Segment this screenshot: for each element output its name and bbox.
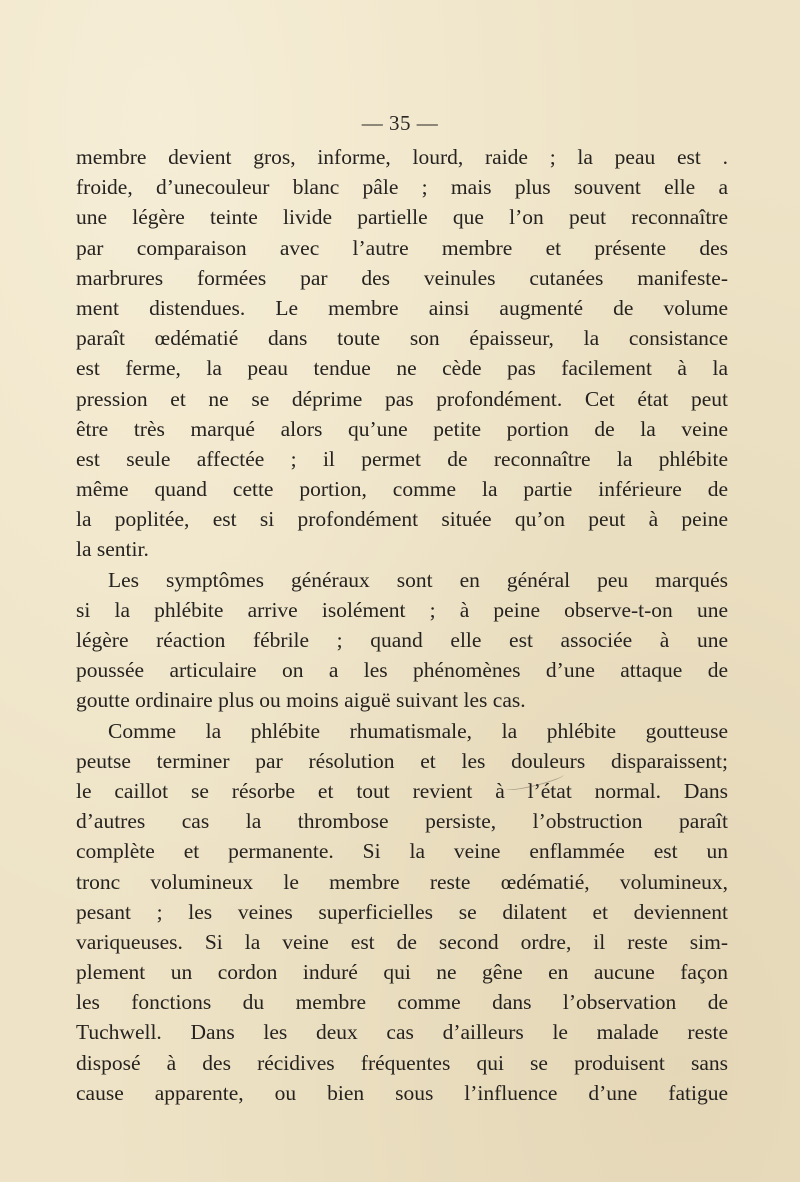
text-line: variqueuses. Si la veine est de second ordre, il reste sim- bbox=[76, 929, 728, 954]
text-line: le caillot se résorbe et tout revient à l’état normal. Dans bbox=[76, 778, 728, 803]
text-line: plement un cordon induré qui ne gêne en aucune façon bbox=[76, 960, 728, 985]
text-line: légère réaction fébrile ; quand elle est associée à une bbox=[76, 628, 728, 652]
text-line: pesant ; les veines superficielles se dilatent et deviennent bbox=[76, 899, 728, 924]
text-line: la sentir. bbox=[76, 537, 149, 562]
text-line: d’autres cas la thrombose persiste, l’obstruction paraît bbox=[76, 809, 728, 834]
text-line: ment distendues. Le membre ainsi augmenté de volume bbox=[76, 295, 728, 320]
text-line: une légère teinte livide partielle que l’on peut reconnaître bbox=[76, 205, 728, 230]
text-line: poussée articulaire on a les phénomènes d’une attaque de bbox=[76, 658, 728, 683]
text-line: pression et ne se déprime pas profondément. Cet état peut bbox=[76, 386, 728, 411]
body-text bbox=[76, 142, 728, 1108]
text-line: les fonctions du membre comme dans l’observation de bbox=[76, 990, 728, 1015]
text-line: par comparaison avec l’autre membre et présente des bbox=[76, 235, 728, 260]
text-line: la poplitée, est si profondément située qu’on peut à peine bbox=[76, 507, 728, 532]
text-line: être très marqué alors qu’une petite portion de la veine bbox=[76, 416, 728, 441]
text-line: disposé à des récidives fréquentes qui se produisent sans bbox=[76, 1050, 728, 1075]
text-line: Tuchwell. Dans les deux cas d’ailleurs le malade reste bbox=[76, 1020, 728, 1045]
text-line: est ferme, la peau tendue ne cède pas facilement à la bbox=[76, 356, 728, 381]
text-line: membre devient gros, informe, lourd, raide ; la peau est . bbox=[76, 145, 728, 169]
text-line: tronc volumineux le membre reste œdématié, volumineux, bbox=[76, 869, 728, 894]
page-number: — 35 — bbox=[361, 111, 439, 135]
text-line: marbrures formées par des veinules cutanées manifeste- bbox=[76, 265, 728, 290]
text-line: Comme la phlébite rhumatismale, la phlébite goutteuse bbox=[108, 718, 728, 743]
text-line: est seule affectée ; il permet de reconnaître la phlébite bbox=[76, 446, 728, 471]
text-line: froide, d’unecouleur blanc pâle ; mais plus souvent elle a bbox=[76, 175, 728, 200]
text-line: goutte ordinaire plus ou moins aiguë suivant les cas. bbox=[76, 688, 526, 713]
text-line: peutse terminer par résolution et les douleurs disparaissent; bbox=[76, 748, 728, 773]
text-line: si la phlébite arrive isolément ; à peine observe-t-on une bbox=[76, 597, 728, 622]
text-line: Les symptômes généraux sont en général peu marqués bbox=[108, 567, 728, 592]
text-line: complète et permanente. Si la veine enflammée est un bbox=[76, 839, 728, 864]
text-line: paraît œdématié dans toute son épaisseur, la consistance bbox=[76, 326, 728, 351]
text-line: même quand cette portion, comme la partie inférieure de bbox=[76, 477, 728, 502]
text-line: cause apparente, ou bien sous l’influence d’une fatigue bbox=[76, 1080, 728, 1105]
